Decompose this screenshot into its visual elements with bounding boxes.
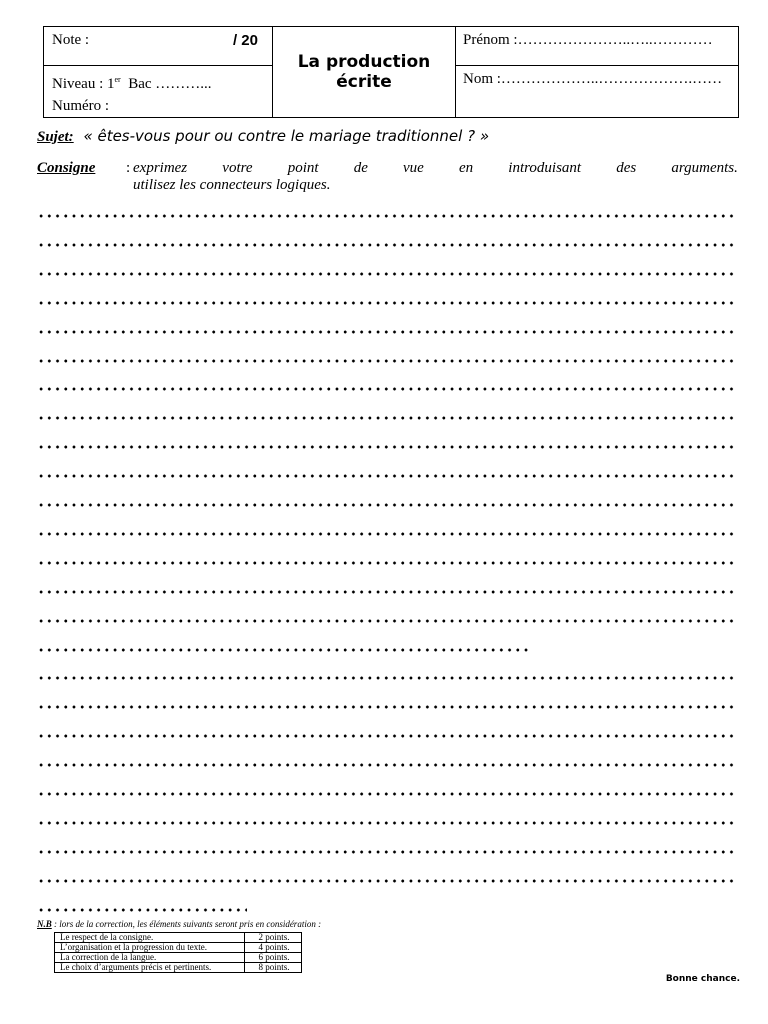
numero-label: Numéro : [52,98,110,114]
consigne-word: des [616,160,637,176]
consigne-colon: : [126,160,131,176]
criteria-label: Le respect de la consigne. [55,933,245,943]
dotted-writing-line[interactable] [37,849,737,855]
criteria-label: Le choix d’arguments précis et pertinents. [55,963,245,973]
niveau-line [52,69,264,95]
note-score: / 20 [232,32,258,49]
dotted-writing-line[interactable] [37,675,737,681]
nb-text: : lors de la correction, les éléments suivants seront pris en considération : [51,919,322,929]
niveau-suffix: Bac ………... [128,76,212,92]
subject-label: Sujet: [37,129,74,145]
dotted-writing-line[interactable] [37,444,737,450]
note-label: Note : [52,32,90,48]
consigne-word: de [353,160,368,176]
niveau-prefix: Niveau : 1 [52,76,115,92]
consigne-word: votre [222,160,253,176]
prenom-label: Prénom :…………………..…..………… [463,32,713,48]
title-line-1: La production [297,52,431,72]
subject-text: « êtes-vous pour ou contre le mariage traditionnel ? » [83,127,490,145]
consigne-line-1 [133,160,738,177]
dotted-writing-line[interactable] [37,358,737,364]
dotted-writing-line[interactable] [37,531,737,537]
dotted-writing-line[interactable] [37,242,737,248]
grading-criteria-table [54,932,302,973]
niveau-sup: er [114,75,121,84]
dotted-writing-line[interactable] [37,300,737,306]
prenom-field[interactable] [456,27,739,66]
nom-label: Nom :………………..……………….…… [463,71,723,87]
criteria-row [55,933,302,943]
consigne-word: vue [403,160,424,176]
consigne-line-2: utilisez les connecteurs logiques. [133,177,331,193]
dotted-writing-line[interactable] [37,704,737,710]
dotted-writing-line[interactable] [37,213,737,219]
dotted-writing-line[interactable] [37,820,737,826]
header-table [43,26,739,118]
dotted-writing-line[interactable] [37,502,737,508]
consigne-word: arguments. [671,160,738,176]
criteria-row [55,953,302,963]
criteria-points: 4 points. [245,943,302,953]
dotted-writing-line[interactable] [37,907,247,913]
niveau-numero-cell[interactable] [44,66,273,118]
document-title [273,27,456,118]
dotted-writing-line[interactable] [37,473,737,479]
nb-note [37,919,321,929]
criteria-row [55,963,302,973]
dotted-writing-line[interactable] [37,791,737,797]
dotted-writing-line[interactable] [37,647,529,653]
dotted-writing-line[interactable] [37,271,737,277]
subject-line [37,127,489,146]
title-line-2: écrite [336,72,392,92]
note-cell[interactable] [44,27,273,66]
criteria-row [55,943,302,953]
consigne-word: exprimez [133,160,188,176]
dotted-writing-line[interactable] [37,762,737,768]
consigne-label: Consigne [37,160,96,176]
criteria-label: L’organisation et la progression du texte. [55,943,245,953]
consigne-word: introduisant [508,160,582,176]
dotted-writing-line[interactable] [37,878,737,884]
criteria-label: La correction de la langue. [55,953,245,963]
dotted-writing-line[interactable] [37,415,737,421]
nom-field[interactable] [456,66,739,118]
dotted-writing-line[interactable] [37,733,737,739]
dotted-writing-line[interactable] [37,618,737,624]
closing-text: Bonne chance. [665,974,740,984]
dotted-writing-line[interactable] [37,560,737,566]
dotted-writing-line[interactable] [37,329,737,335]
consigne-word: point [287,160,319,176]
nb-label: N.B [37,919,52,929]
criteria-points: 6 points. [245,953,302,963]
criteria-points: 8 points. [245,963,302,973]
consigne-word: en [458,160,474,176]
criteria-points: 2 points. [245,933,302,943]
dotted-writing-line[interactable] [37,589,737,595]
dotted-writing-line[interactable] [37,386,737,392]
